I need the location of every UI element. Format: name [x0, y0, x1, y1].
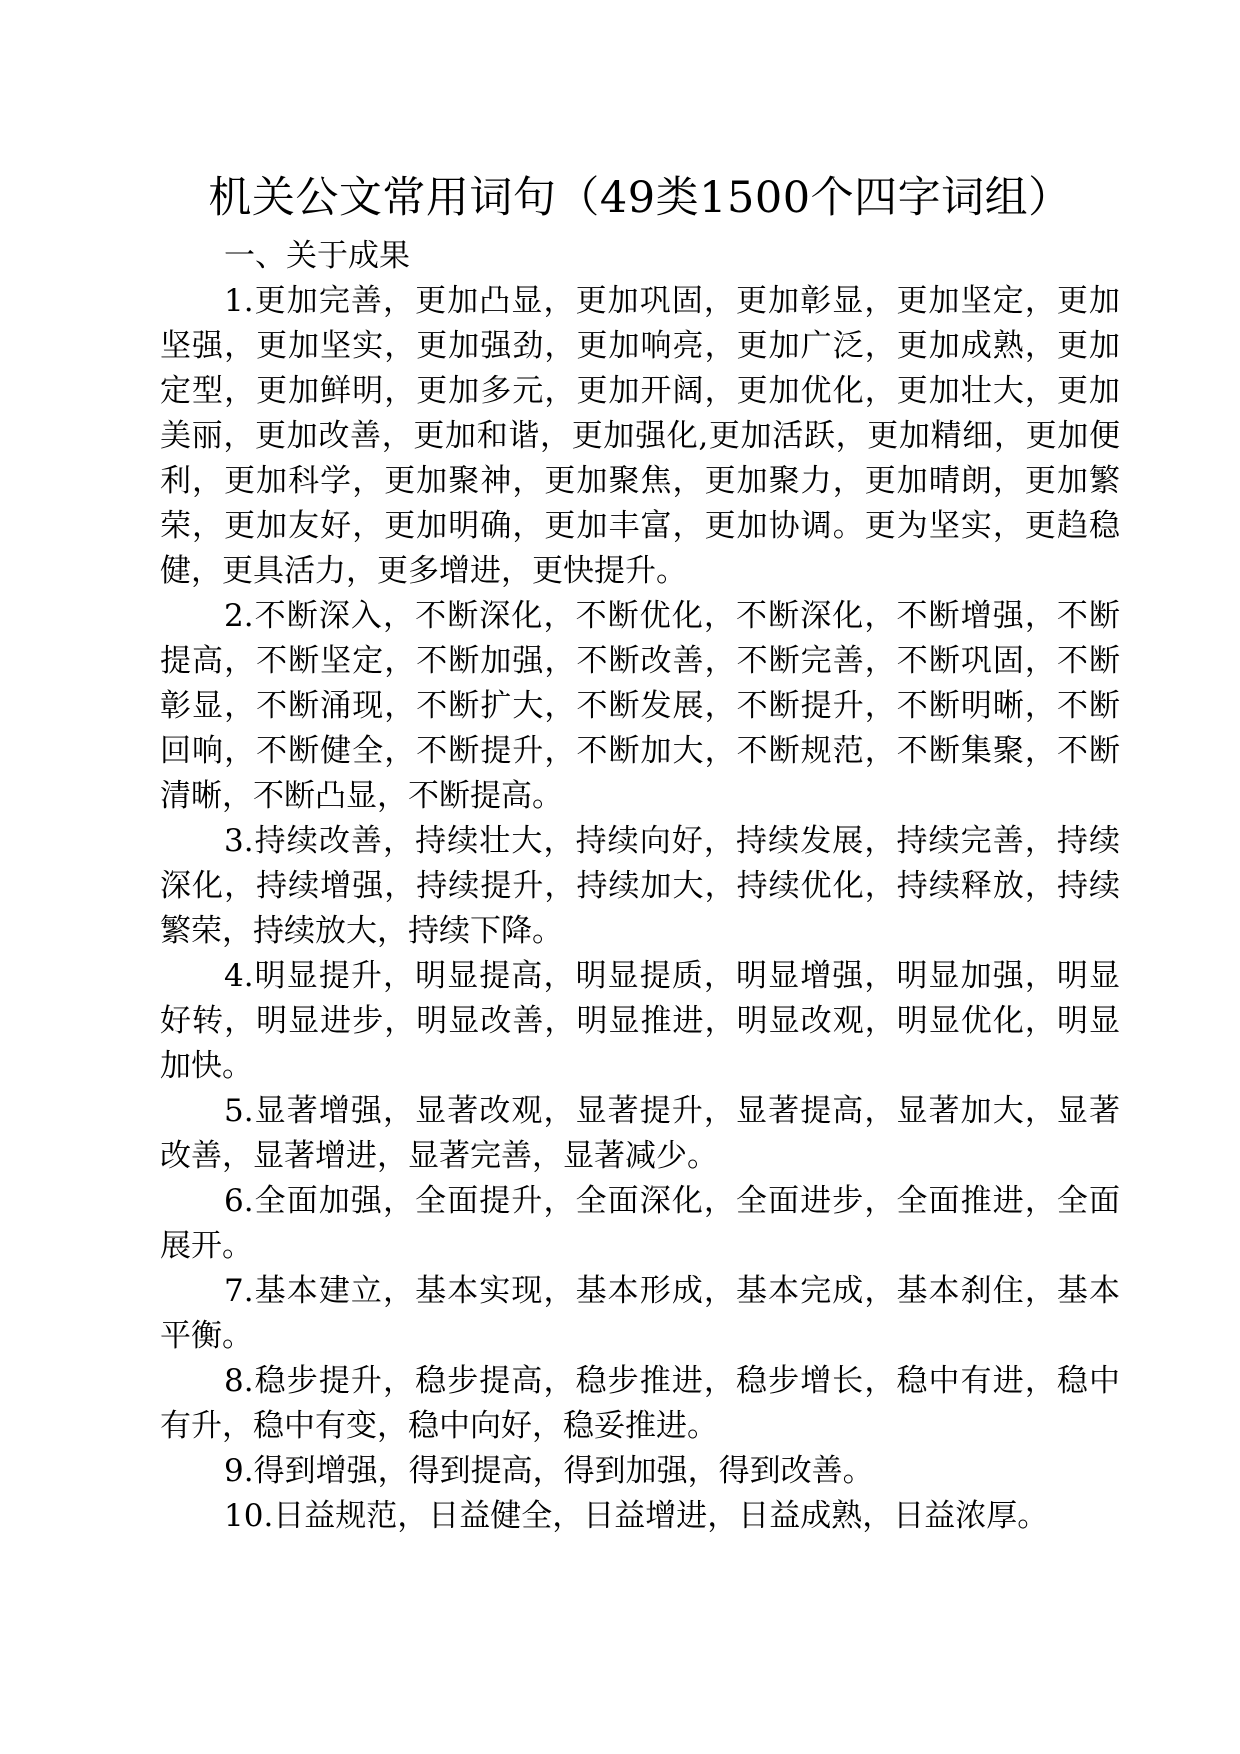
paragraph-3: 3.持续改善，持续壮大，持续向好，持续发展，持续完善，持续深化，持续增强，持续提升，持续加大，持续优化，持续释放，持续繁荣，持续放大，持续下降。 — [160, 823, 1120, 949]
paragraph-10: 10.日益规范，日益健全，日益增进，日益成熟，日益浓厚。 — [224, 1498, 1049, 1534]
paragraph-9: 9.得到增强，得到提高，得到加强，得到改善。 — [224, 1453, 874, 1489]
paragraph-2: 2.不断深入，不断深化，不断优化，不断深化，不断增强，不断提高，不断坚定，不断加强，不断改善，不断完善，不断巩固，不断彰显，不断涌现，不断扩大，不断发展，不断提升，不断明晰，不断回响，不断健全，不断提升，不断加大，不断规范，不断集聚，不断清晰，不断凸显，不断提高。 — [160, 598, 1120, 814]
section-heading: 一、关于成果 — [224, 238, 410, 274]
paragraph-1: 1.更加完善，更加凸显，更加巩固，更加彰显，更加坚定，更加坚强，更加坚实，更加强劲，更加响亮，更加广泛，更加成熟，更加定型，更加鲜明，更加多元，更加开阔，更加优化，更加壮大，更加美丽，更加改善，更加和谐，更加强化,更加活跃，更加精细，更加便利，更加科学，更加聚神，更加聚焦，更加聚力，更加晴朗，更加繁荣，更加友好，更加明确，更加丰富，更加协调。更为坚实，更趋稳健，更具活力，更多增进，更快提升。 — [160, 283, 1120, 589]
document-page — [160, 168, 1120, 1539]
paragraph-8: 8.稳步提升，稳步提高，稳步推进，稳步增长，稳中有进，稳中有升，稳中有变，稳中向好，稳妥推进。 — [160, 1363, 1120, 1444]
paragraph-6: 6.全面加强，全面提升，全面深化，全面进步，全面推进，全面展开。 — [160, 1183, 1120, 1264]
document-title: 机关公文常用词句（49类1500个四字词组） — [208, 173, 1072, 223]
paragraph-5: 5.显著增强，显著改观，显著提升，显著提高，显著加大，显著改善，显著增进，显著完善，显著减少。 — [160, 1093, 1120, 1174]
paragraph-7: 7.基本建立，基本实现，基本形成，基本完成，基本刹住，基本平衡。 — [160, 1273, 1120, 1354]
paragraph-4: 4.明显提升，明显提高，明显提质，明显增强，明显加强，明显好转，明显进步，明显改善，明显推进，明显改观，明显优化，明显加快。 — [160, 958, 1120, 1084]
